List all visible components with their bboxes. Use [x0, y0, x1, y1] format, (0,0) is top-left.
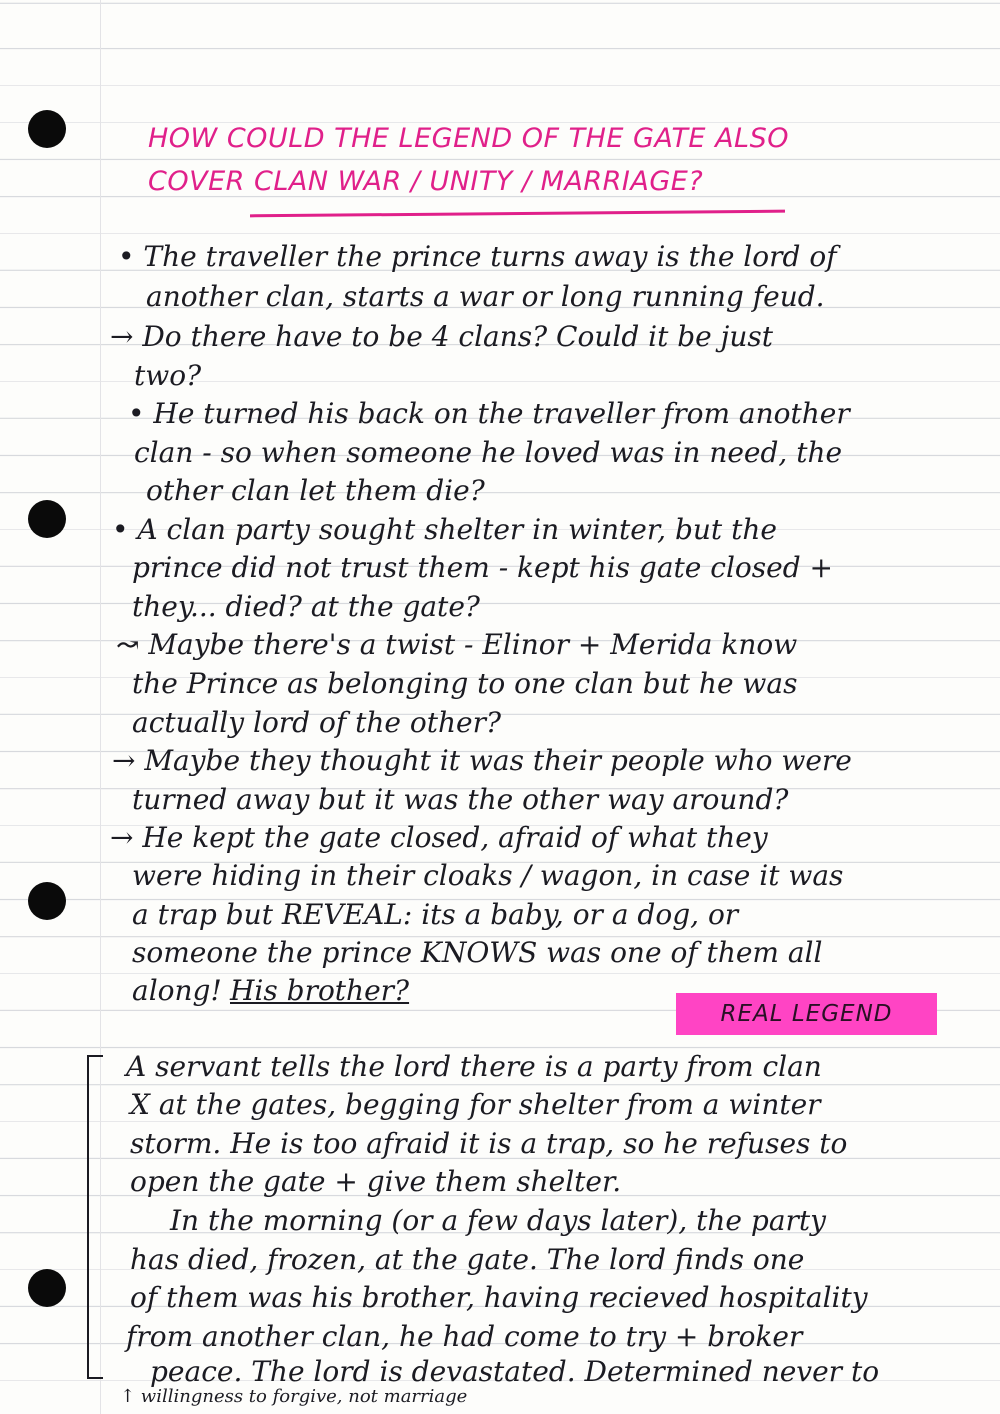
legend-line: of them was his brother, having recieved hospitality	[130, 1281, 868, 1314]
note-line: along!	[132, 974, 222, 1007]
punch-hole	[28, 110, 66, 148]
legend-line: storm. He is too afraid it is a trap, so he refuses to	[130, 1127, 848, 1160]
legend-line: from another clan, he had come to try + broker	[126, 1320, 803, 1353]
legend-line: open the gate + give them shelter.	[130, 1165, 622, 1198]
note-line: turned away but it was the other way around?	[132, 783, 789, 816]
note-line: another clan, starts a war or long running feud.	[146, 280, 825, 313]
legend-line: In the morning (or a few days later), the party	[170, 1204, 826, 1237]
note-line: they... died? at the gate?	[132, 590, 480, 623]
punch-hole	[28, 882, 66, 920]
note-line: someone the prince KNOWS was one of them all	[132, 936, 823, 969]
note-line: • The traveller the prince turns away is the lord of	[118, 240, 837, 273]
note-line: the Prince as belonging to one clan but he was	[132, 667, 798, 700]
title-underline	[250, 210, 785, 218]
note-line: • A clan party sought shelter in winter, but the	[112, 513, 777, 546]
page-title-line-2: COVER CLAN WAR / UNITY / MARRIAGE?	[148, 166, 704, 197]
punch-hole	[28, 500, 66, 538]
punch-hole	[28, 1269, 66, 1307]
note-line: → Do there have to be 4 clans? Could it be just	[110, 320, 773, 353]
note-line: actually lord of the other?	[132, 706, 501, 739]
legend-line: peace. The lord is devastated. Determined never to	[150, 1355, 880, 1388]
note-line: → Maybe they thought it was their people who were	[112, 744, 852, 777]
note-line: were hiding in their cloaks / wagon, in case it was	[132, 859, 844, 892]
note-line: → He kept the gate closed, afraid of what they	[110, 821, 768, 854]
note-line: ↝ Maybe there's a twist - Elinor + Merida know	[116, 628, 798, 661]
legend-line: has died, frozen, at the gate. The lord finds one	[130, 1243, 805, 1276]
footnote: ↑ willingness to forgive, not marriage	[120, 1386, 468, 1407]
underlined-note: His brother?	[230, 974, 410, 1007]
note-line: other clan let them die?	[146, 474, 485, 507]
note-line: two?	[134, 359, 202, 392]
real-legend-badge: REAL LEGEND	[676, 993, 937, 1035]
note-line: clan - so when someone he loved was in need, the	[134, 436, 843, 469]
legend-bracket	[87, 1055, 103, 1379]
legend-line: X at the gates, begging for shelter from a winter	[130, 1088, 821, 1121]
note-line: • He turned his back on the traveller from another	[128, 397, 850, 430]
margin-rule	[0, 0, 101, 1414]
note-line: a trap but REVEAL: its a baby, or a dog, or	[132, 898, 739, 931]
page-title-line-1: HOW COULD THE LEGEND OF THE GATE ALSO	[148, 123, 789, 154]
note-line: prince did not trust them - kept his gate closed +	[132, 551, 833, 584]
legend-line: A servant tells the lord there is a party from clan	[126, 1050, 822, 1083]
